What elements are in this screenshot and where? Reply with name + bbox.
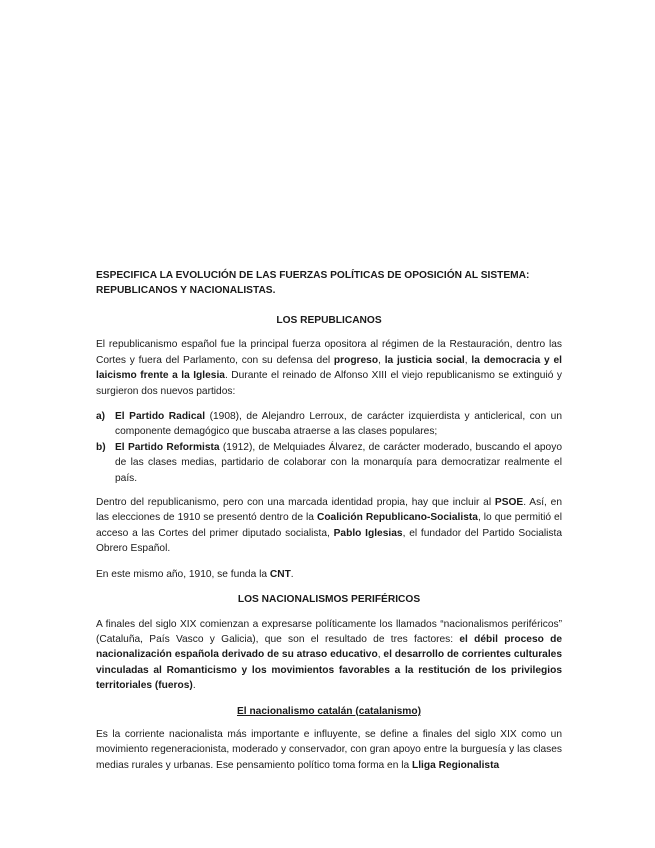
bold-text: la democracia y el laicismo frente a la Iglesia (96, 354, 562, 382)
list-item-text (115, 442, 562, 484)
text-run: . (192, 680, 196, 692)
document-title-line-1: ESPECIFICA LA EVOLUCIÓN DE LAS FUERZAS POLÍTICAS DE OPOSICIÓN AL SISTEMA: (96, 270, 530, 281)
bold-text: Coalición Republicano-Socialista (316, 512, 478, 524)
text-run: . Durante el reinado de Alfonso XIII el viejo republicanismo se extinguió y surgieron dos nuevos partidos: (96, 370, 562, 397)
text-run: (1912), de Melquiades Álvarez, de carácter moderado, buscando el apoyo de las clases medias, partidario de colaborar con la monarquía para democratizar realmente el país. (115, 441, 562, 484)
bold-text: Lliga Regionalista (411, 759, 500, 771)
subsection-heading-catalanismo: El nacionalismo catalán (catalanismo) (236, 705, 421, 717)
document-title (96, 268, 562, 298)
text-run: Dentro del republicanismo, pero con una marcada identidad propia, hay que incluir al (96, 497, 495, 509)
party-list (96, 409, 562, 486)
bold-text: CNT (269, 568, 291, 580)
paragraph-nacionalismos (96, 617, 562, 694)
section-heading-republicanos: LOS REPUBLICANOS (276, 315, 382, 326)
list-item (96, 440, 562, 486)
bold-text: progreso (333, 354, 379, 366)
bold-text: PSOE (494, 497, 524, 509)
text-run: Es la corriente nacionalista más importante e influyente, se define a finales del siglo XIX como un movimiento regeneracionista, moderado y conservador, con gran apoyo entre la burguesía y las clases medias rurales y urbanas. Ese pensamiento político toma forma en la (96, 728, 562, 771)
bold-text: El Partido Reformista (115, 441, 220, 453)
text-run: . (290, 568, 294, 580)
bold-text: El Partido Radical (115, 411, 206, 423)
text-run: , (377, 649, 384, 661)
paragraph-psoe (96, 495, 562, 557)
text-run: , (464, 354, 472, 366)
bold-text: el débil proceso de nacionalización española derivado de su atraso educativo (96, 633, 562, 661)
list-marker: b) (96, 441, 106, 453)
text-run: (1908), de Alejandro Lerroux, de carácter izquierdista y anticlerical, con un componente demagógico que buscaba atraerse a las clases populares; (115, 411, 562, 438)
document-title-line-2: REPUBLICANOS Y NACIONALISTAS. (96, 285, 276, 296)
bold-text: la justicia social (384, 354, 465, 366)
text-run: A finales del siglo XIX comienzan a expresarse políticamente los llamados “nacionalismos periféricos” (Cataluña, País Vasco y Galicia), que son el resultado de tres factores: (96, 618, 562, 645)
text-run: . Así, en las elecciones de 1910 se presentó dentro de la (96, 497, 562, 524)
text-run: En este mismo año, 1910, se funda la (96, 568, 270, 580)
list-item (96, 409, 562, 440)
paragraph-cnt (96, 567, 562, 582)
document-page (96, 268, 562, 783)
section-heading-nacionalismos: LOS NACIONALISMOS PERIFÉRICOS (237, 594, 421, 606)
text-run: , (378, 354, 385, 366)
bold-text: Pablo Iglesias (333, 527, 403, 539)
paragraph-republicanismo (96, 337, 562, 399)
text-run: , lo que permitió el acceso a las Cortes del primer diputado socialista, (96, 512, 562, 539)
bold-text: el desarrollo de corrientes culturales vinculadas al Romanticismo y los movimientos favorables a la restitución de los privilegios territoriales (fueros) (96, 649, 562, 692)
list-item-text (115, 411, 562, 437)
text-run: , el fundador del Partido Socialista Obrero Español. (96, 527, 562, 555)
text-run: El republicanismo español fue la principal fuerza opositora al régimen de la Restauración, dentro las Cortes y fuera del Parlamento, con su defensa del (96, 339, 562, 366)
paragraph-catalanismo (96, 727, 562, 773)
list-marker: a) (96, 411, 106, 423)
